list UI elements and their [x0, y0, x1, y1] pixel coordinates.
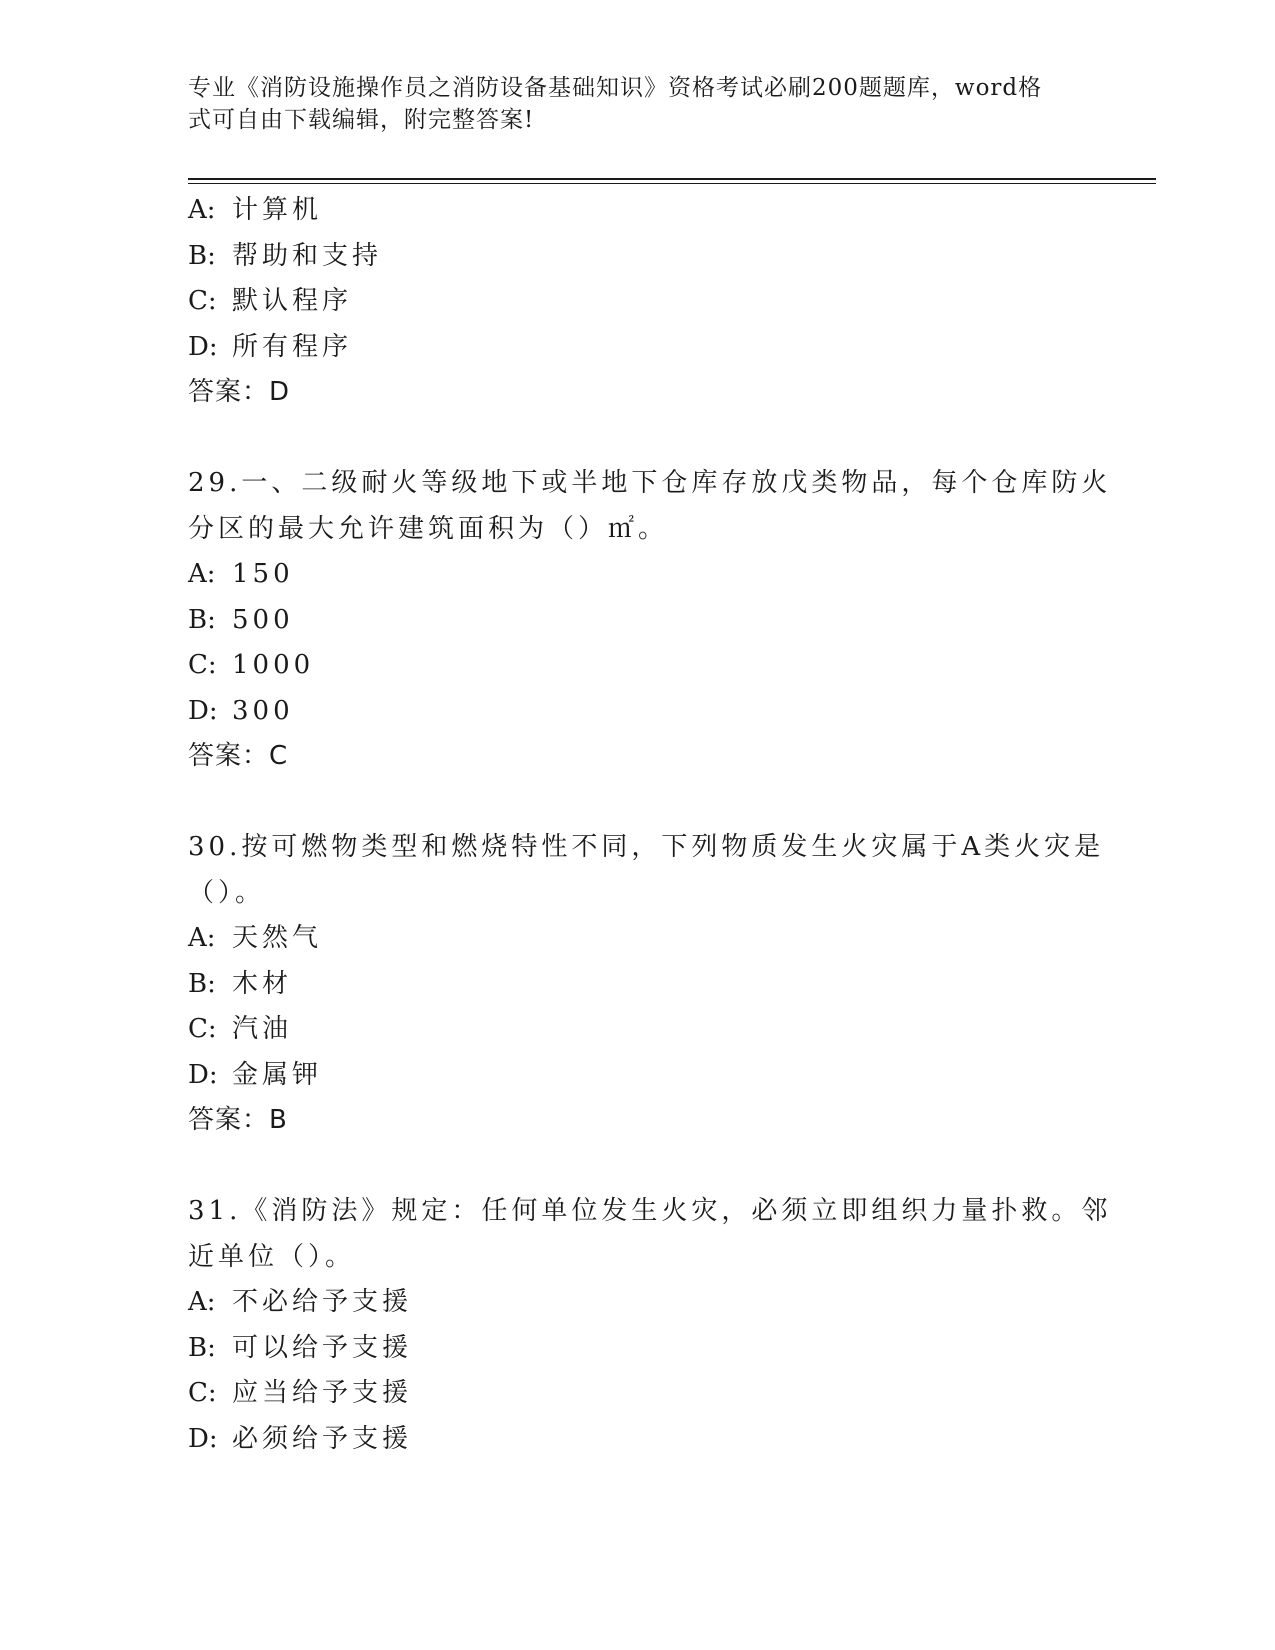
option-text: 应当给予支援 [232, 1378, 413, 1408]
document-header [188, 72, 1068, 136]
option-c [188, 279, 1088, 325]
option-text: 计算机 [232, 195, 323, 225]
question-text-line-1: 29.一、二级耐火等级地下或半地下仓库存放戊类物品，每个仓库防火 [188, 468, 1112, 498]
option-a [188, 1280, 1088, 1326]
option-b [188, 234, 1088, 280]
answer-line: 答案：D [188, 377, 291, 407]
option-text: 汽油 [232, 1014, 293, 1044]
answer-line: 答案：B [188, 1105, 288, 1135]
option-label: D: [188, 331, 218, 362]
answer-line: 答案：C [188, 741, 289, 771]
option-text: 500 [232, 604, 294, 635]
question-text-line-2: 近单位（）。 [188, 1241, 356, 1272]
question-28-continued [188, 188, 1088, 416]
option-a [188, 188, 1088, 234]
question-30 [188, 825, 1105, 1144]
option-b [188, 598, 1088, 644]
option-label: A: [188, 195, 216, 225]
header-rule-thin [188, 183, 1156, 184]
option-c [188, 643, 1088, 689]
option-text: 150 [232, 559, 294, 589]
option-text: 可以给予支援 [232, 1332, 413, 1363]
question-list [188, 188, 1112, 1462]
option-text: 必须给予支援 [232, 1423, 413, 1454]
option-d [188, 689, 1088, 735]
option-text: 金属钾 [232, 1059, 323, 1090]
option-label: A: [188, 1287, 216, 1317]
option-d [188, 1417, 1088, 1463]
question-29 [188, 461, 1112, 780]
spacer [188, 1144, 1088, 1190]
option-label: B: [188, 1332, 216, 1363]
question-text-line-1: 30.按可燃物类型和燃烧特性不同，下列物质发生火灾属于A类火灾是 [188, 832, 1105, 862]
question-31 [188, 1189, 1112, 1462]
option-c [188, 1007, 1088, 1053]
option-label: A: [188, 923, 216, 953]
option-d [188, 1053, 1088, 1099]
option-label: D: [188, 1059, 218, 1090]
question-text-line-2: （）。 [188, 877, 266, 908]
option-label: A: [188, 559, 216, 589]
option-text: 天然气 [232, 923, 323, 953]
option-text: 1000 [232, 650, 315, 680]
option-text: 帮助和支持 [232, 240, 383, 271]
header-rule-thick [188, 178, 1156, 180]
option-label: C: [188, 286, 217, 316]
option-label: D: [188, 695, 218, 726]
option-label: C: [188, 650, 217, 680]
spacer [188, 780, 1088, 826]
option-text: 不必给予支援 [232, 1287, 413, 1317]
option-text: 300 [232, 695, 294, 726]
option-text: 所有程序 [232, 331, 353, 362]
option-label: C: [188, 1378, 217, 1408]
option-d [188, 325, 1088, 371]
spacer [188, 416, 1088, 462]
option-a [188, 916, 1088, 962]
option-label: C: [188, 1014, 217, 1044]
option-label: B: [188, 604, 216, 635]
question-text-line-1: 31.《消防法》规定：任何单位发生火灾，必须立即组织力量扑救。邻 [188, 1196, 1112, 1226]
option-a [188, 552, 1088, 598]
option-b [188, 1326, 1088, 1372]
header-line-1: 专业《消防设施操作员之消防设备基础知识》资格考试必刷200题题库，word格 [188, 75, 1043, 101]
option-text: 木材 [232, 968, 293, 999]
option-label: B: [188, 968, 216, 999]
header-line-2: 式可自由下载编辑，附完整答案! [188, 107, 535, 133]
option-label: B: [188, 240, 216, 271]
option-c [188, 1371, 1088, 1417]
option-b [188, 962, 1088, 1008]
option-label: D: [188, 1423, 218, 1454]
question-text-line-2: 分区的最大允许建筑面积为（）㎡。 [188, 513, 669, 544]
option-text: 默认程序 [232, 286, 353, 316]
